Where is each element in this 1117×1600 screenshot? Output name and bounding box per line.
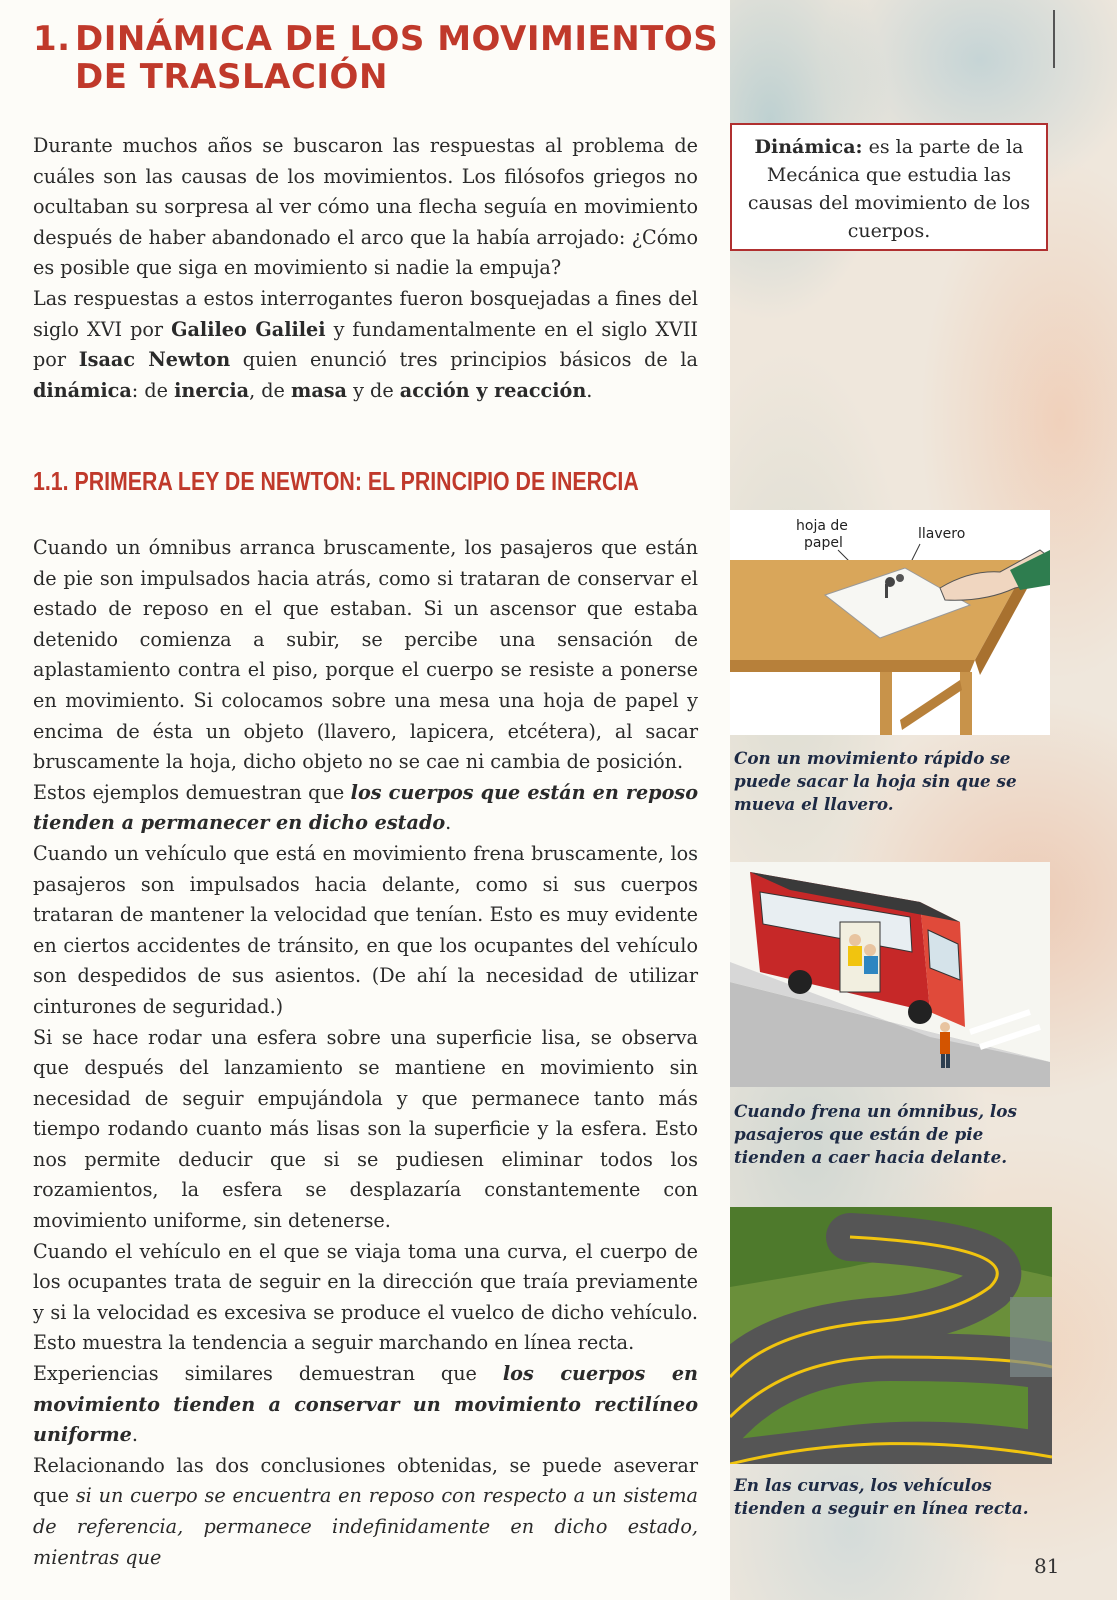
section-paragraph-5: Cuando el vehículo en el que se viaja toma una curva, el cuerpo de los ocupantes trata de seguir en la dirección que traía previamente y si la velocidad es excesiva se produce el vuelco de dicho vehículo. Esto muestra la tendencia a seguir marchando en línea recta. <box>33 1239 698 1355</box>
text-run: y de <box>347 378 400 402</box>
intro-text <box>33 131 698 406</box>
chapter-number: 1. <box>33 19 71 59</box>
text-run: Experiencias similares demuestran que <box>33 1362 503 1386</box>
section-paragraph-7 <box>33 1451 698 1573</box>
figure-road <box>730 1207 1052 1464</box>
section-paragraph-2 <box>33 778 698 839</box>
definition-term: Dinámica: <box>754 136 863 158</box>
chapter-title-line2: DE TRASLACIÓN <box>75 57 388 97</box>
chapter-title <box>33 20 718 96</box>
text-run: Las respuestas a estos interrogantes fueron bosquejadas a fines del siglo XVI por <box>33 286 698 341</box>
text-run: . <box>445 811 452 835</box>
section-paragraph-3: Cuando un vehículo que está en movimiento frena bruscamente, los pasajeros son impulsados hacia delante, como si sus cuerpos trataran de mantener la velocidad que tenían. Esto es muy evidente en ciertos accidentes de tránsito, en que los ocupantes del vehículo son despedidos de sus asientos. (De ahí la necesidad de utilizar cinturones de seguridad.) <box>33 841 698 1018</box>
text-run: , de <box>249 378 292 402</box>
caption-road: En las curvas, los vehículos tienden a seguir en línea recta. <box>734 1475 1029 1518</box>
section-paragraph-4: Si se hace rodar una esfera sobre una superficie lisa, se observa que después del lanzamiento se mantiene en movimiento sin necesidad de seguir empujándola y que permanece tanto más tiempo rodando cuanto más lisas son la superficie y la esfera. Esto nos permite deducir que si se pudiesen eliminar todos los rozamientos, la esfera se desplazaría constantemente con movimiento uniforme, sin detenerse. <box>33 1025 698 1233</box>
page-edge-line <box>1053 10 1055 68</box>
text-run: Estos ejemplos demuestran que <box>33 780 351 804</box>
text-run: y fundamentalmente en el siglo XVII por <box>33 317 698 372</box>
term-inercia: inercia <box>174 378 250 402</box>
name-newton: Isaac Newton <box>78 348 231 372</box>
text-run: . <box>586 378 593 402</box>
table-illustration <box>730 510 1050 735</box>
term-dinamica: dinámica <box>33 378 132 402</box>
term-masa: masa <box>291 378 347 402</box>
section-paragraph-1: Cuando un ómnibus arranca bruscamente, los pasajeros que están de pie son impulsados hacia atrás, como si trataran de conservar el estado de reposo en el que estaban. Si un ascensor que estaba detenido comienza a subir, se percibe una sensación de aplastamiento contra el piso, porque el cuerpo se resiste a ponerse en movimiento. Si colocamos sobre una mesa una hoja de papel y encima de ésta un objeto (llavero, lapicera, etcétera), al sacar bruscamente la hoja, dicho objeto no se cae ni cambia de posición. <box>33 536 698 774</box>
bus-illustration <box>730 862 1050 1087</box>
page-number: 81 <box>1034 1554 1060 1578</box>
section-text <box>33 533 698 1573</box>
name-galileo: Galileo Galilei <box>171 317 326 341</box>
text-run: quien enunció tres principios básicos de la <box>230 348 698 372</box>
intro-paragraph-1: Durante muchos años se buscaron las respuestas al problema de cuáles son las causas de los movimientos. Los filósofos griegos no ocultaban su sorpresa al ver cómo una flecha seguía en movimiento después de haber abandonado el arco que la había arrojado: ¿Cómo es posible que siga en movimiento si nadie la empuja? <box>33 134 698 280</box>
label-paper-line1: hoja de <box>796 518 848 534</box>
caption-bus: Cuando frena un ómnibus, los pasajeros que están de pie tienden a caer hacia delante. <box>734 1101 1017 1167</box>
section-paragraph-6 <box>33 1359 698 1451</box>
conclusion-italic: si un cuerpo se encuentra en reposo con respecto a un sistema de referencia, permanece indefinidamente en dicho estado, mientras que <box>33 1484 698 1569</box>
section-title: 1.1. PRIMERA LEY DE NEWTON: EL PRINCIPIO DE INERCIA <box>33 466 639 496</box>
intro-paragraph-2 <box>33 284 698 406</box>
text-run: : de <box>131 378 175 402</box>
text-run: . <box>131 1423 138 1447</box>
conclusion-rest: los cuerpos que están en reposo tienden a permanecer en dicho estado <box>33 780 698 835</box>
label-paper-line2: papel <box>804 535 843 551</box>
figure-table-paper <box>730 510 1050 735</box>
definition-box <box>730 123 1048 251</box>
label-keys: llavero <box>918 526 966 542</box>
term-accion-reaccion: acción y reacción <box>399 378 587 402</box>
figure-bus <box>730 862 1050 1087</box>
definition-text: es la parte de la Mecánica que estudia las causas del movimiento de los cuerpos. <box>747 136 1031 242</box>
caption-table: Con un movimiento rápido se puede sacar la hoja sin que se mueva el llavero. <box>734 748 1017 814</box>
conclusion-motion: los cuerpos en movimiento tienden a conservar un movimiento rectilíneo uniforme <box>33 1362 698 1447</box>
chapter-title-line1: DINÁMICA DE LOS MOVIMIENTOS <box>75 19 719 59</box>
text-run: Relacionando las dos conclusiones obtenidas, se puede aseverar que <box>33 1453 698 1508</box>
road-illustration <box>730 1207 1052 1464</box>
